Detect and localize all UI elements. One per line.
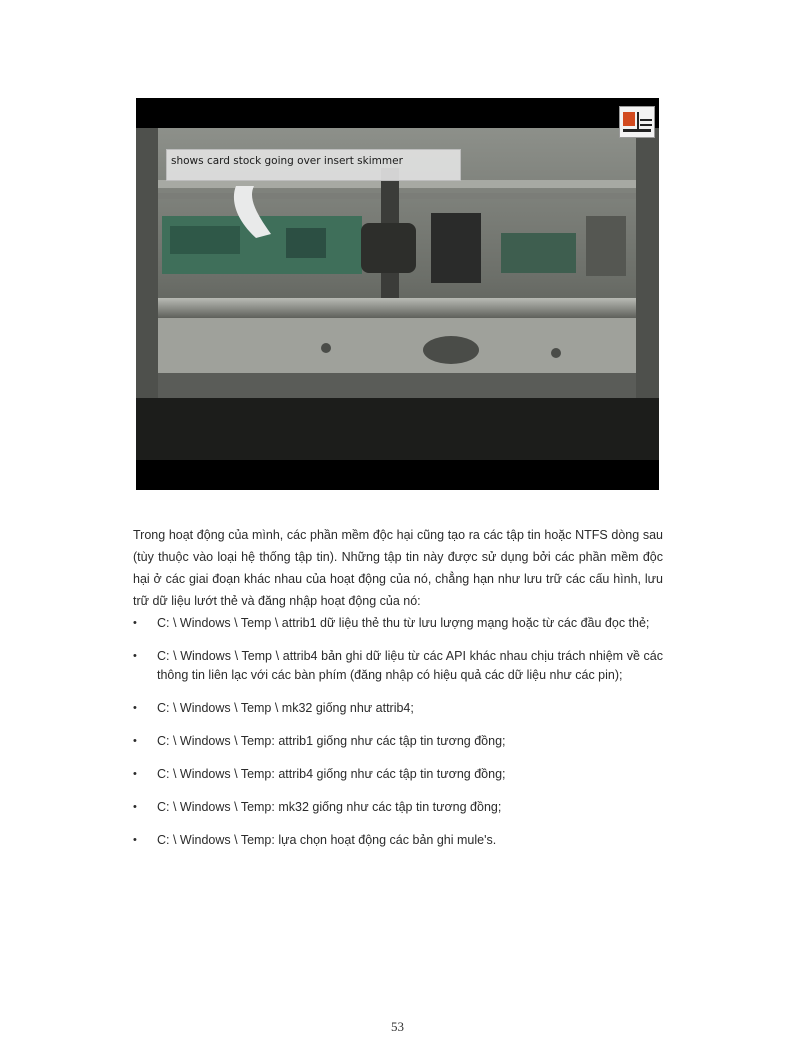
list-item-text: C: \ Windows \ Temp: lựa chọn hoạt động các bản ghi mule's. [157, 833, 497, 847]
bullet-icon: • [133, 834, 137, 846]
list-item [133, 732, 663, 751]
file-list [133, 614, 663, 850]
bullet-icon: • [133, 617, 137, 629]
list-item [133, 765, 663, 784]
page-number: 53 [391, 1019, 404, 1034]
video-caption: shows card stock going over insert skimmer [166, 149, 461, 181]
list-item [133, 798, 663, 817]
bullet-icon: • [133, 768, 137, 780]
list-item-text: C: \ Windows \ Temp: attrib4 giống như các tập tin tương đồng; [157, 767, 506, 781]
list-item [133, 647, 663, 685]
list-item [133, 699, 663, 718]
list-item-text: C: \ Windows \ Temp \ mk32 giống như attrib4; [157, 701, 414, 715]
list-item-text: C: \ Windows \ Temp: attrib1 giống như các tập tin tương đồng; [157, 734, 506, 748]
list-item [133, 831, 663, 850]
list-item-text: C: \ Windows \ Temp: mk32 giống như các tập tin tương đồng; [157, 800, 502, 814]
channel-logo-icon [619, 106, 655, 138]
bullet-icon: • [133, 650, 137, 662]
list-item-text: C: \ Windows \ Temp \ attrib4 bản ghi dữ liệu từ các API khác nhau chịu trách nhiệm về các thông tin liên lạc với các bàn phím (đăng nhập có hiệu quả các dữ liệu như các pin); [157, 649, 663, 682]
intro-paragraph: Trong hoạt động của mình, các phần mềm độc hại cũng tạo ra các tập tin hoặc NTFS dòng sau (tùy thuộc vào loại hệ thống tập tin). Những tập tin này được sử dụng bởi các phần mềm độc hại ở các giai đoạn khác nhau của hoạt động của nó, chẳng hạn như lưu trữ các cấu hình, lưu trữ dữ liệu lướt thẻ và đăng nhập hoạt động của nó: [133, 528, 663, 608]
bullet-icon: • [133, 735, 137, 747]
bullet-icon: • [133, 702, 137, 714]
bullet-icon: • [133, 801, 137, 813]
skimmer-photo [136, 98, 659, 490]
list-item-text: C: \ Windows \ Temp \ attrib1 dữ liệu thẻ thu từ lưu lượng mạng hoặc từ các đầu đọc thẻ; [157, 616, 650, 630]
list-item [133, 614, 663, 633]
